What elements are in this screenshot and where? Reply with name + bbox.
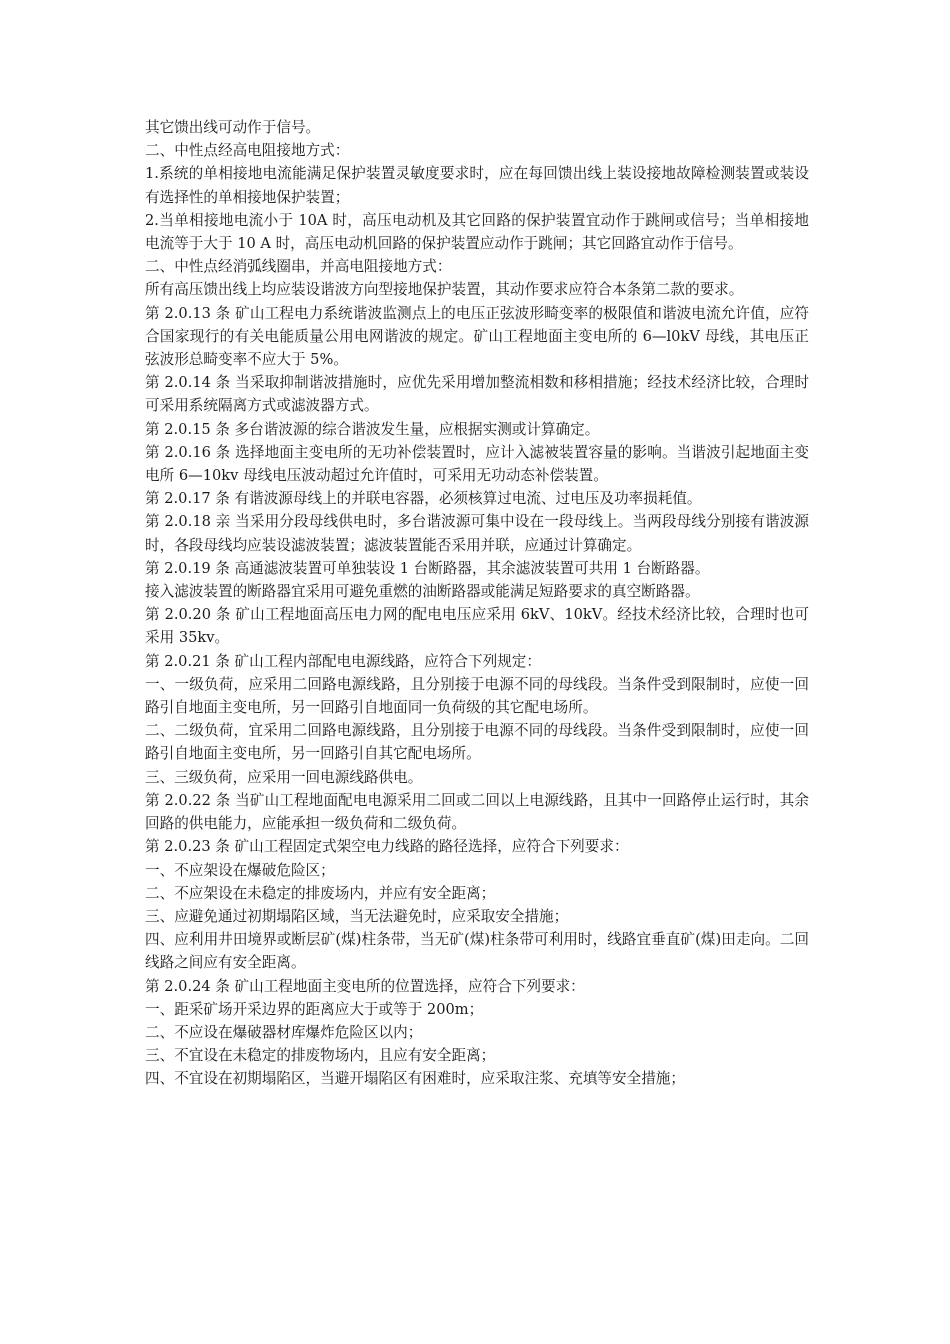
paragraph: 第 2.0.21 条 矿山工程内部配电电源线路，应符合下列规定： [145, 652, 541, 670]
document-body [145, 116, 809, 1091]
paragraph: 第 2.0.24 条 矿山工程地面主变电所的位置选择，应符合下列要求： [145, 977, 585, 995]
paragraph: 一、距采矿场开采边界的距离应大于或等于 200m； [145, 1000, 484, 1018]
paragraph: 第 2.0.13 条 矿山工程电力系统谐波监测点上的电压正弦波形畸变率的极限值和谐波电流允许值，应符合国家现行的有关电能质量公用电网谐波的规定。矿山工程地面主变电所的 6—l0kV 母线，其电压正弦波形总畸变率不应大于 5%。 [145, 304, 809, 369]
paragraph: 第 2.0.23 条 矿山工程固定式架空电力线路的路径选择，应符合下列要求： [145, 838, 629, 856]
paragraph: 其它馈出线可动作于信号。 [145, 119, 321, 136]
paragraph: 1.系统的单相接地电流能满足保护装置灵敏度要求时，应在每回馈出线上装设接地故障检测装置或装设有选择性的单相接地保护装置； [145, 165, 809, 206]
paragraph: 二、不应设在爆破器材库爆炸危险区以内； [145, 1023, 423, 1041]
paragraph: 接入滤波装置的断路器宜采用可避免重燃的油断路器或能满足短路要求的真空断路器。 [145, 583, 700, 601]
paragraph: 二、二级负荷，宜采用二回路电源线路，且分别接于电源不同的母线段。当条件受到限制时，应使一回路引自地面主变电所，另一回路引自其它配电场所。 [145, 722, 809, 763]
paragraph: 四、不宜设在初期塌陷区，当避开塌陷区有困难时，应采取注浆、充填等安全措施； [145, 1070, 685, 1088]
paragraph: 第 2.0.22 条 当矿山工程地面配电电源采用二回或二回以上电源线路，且其中一回路停止运行时，其余回路的供电能力，应能承担一级负荷和二级负荷。 [145, 791, 809, 833]
paragraph: 三、三级负荷，应采用一回电源线路供电。 [145, 768, 423, 786]
paragraph: 第 2.0.17 条 有谐波源母线上的并联电容器，必须核算过电流、过电压及功率损耗值。 [145, 490, 702, 508]
paragraph: 四、应利用井田境界或断层矿(煤)柱条带，当无矿(煤)柱条带可利用时，线路宜垂直矿(煤)田走向。二回线路之间应有安全距离。 [145, 931, 809, 972]
paragraph: 三、应避免通过初期塌陷区域，当无法避免时，应采取安全措施； [145, 907, 569, 925]
paragraph: 第 2.0.19 条 高通滤波装置可单独装设 1 台断路器，其余滤波装置可共用 1 台断路器。 [145, 559, 710, 577]
paragraph: 三、不宜设在未稳定的排废物场内，且应有安全距离； [145, 1047, 496, 1065]
paragraph: 第 2.0.14 条 当采取抑制谐波措施时，应优先采用增加整流相数和移相措施；经技术经济比较，合理时可采用系统隔离方式或滤波器方式。 [145, 374, 809, 415]
paragraph: 二、中性点经消弧线圈串，并高电阻接地方式： [145, 258, 452, 276]
paragraph: 所有高压馈出线上均应装设谐波方向型接地保护装置，其动作要求应符合本条第二款的要求。 [145, 281, 744, 299]
paragraph: 2.当单相接地电流小于 10A 时，高压电动机及其它回路的保护装置宜动作于跳闸或信号；当单相接地电流等于大于 10 A 时，高压电动机回路的保护装置应动作于跳闸；其它回路宜动作于信号。 [145, 211, 809, 253]
paragraph: 一、一级负荷，应采用二回路电源线路，且分别接于电源不同的母线段。当条件受到限制时，应使一回路引自地面主变电所，另一回路引自地面同一负荷级的其它配电场所。 [145, 675, 809, 717]
paragraph: 二、中性点经高电阻接地方式： [145, 142, 350, 160]
paragraph: 第 2.0.18 亲 当采用分段母线供电时，多台谐波源可集中设在一段母线上。当两段母线分别接有谐波源时，各段母线均应装设滤波装置；滤波装置能否采用并联，应通过计算确定。 [145, 513, 809, 554]
paragraph: 第 2.0.16 条 选择地面主变电所的无功补偿装置时，应计入滤被装置容量的影响。当谐波引起地面主变电所 6—10kv 母线电压波动超过允许值时，可采用无功动态补偿装置。 [145, 443, 809, 485]
paragraph: 一、不应架设在爆破危险区； [145, 861, 335, 879]
paragraph: 二、不应架设在未稳定的排废场内，并应有安全距离； [145, 884, 496, 902]
paragraph: 第 2.0.20 条 矿山工程地面高压电力网的配电电压应采用 6kV、10kV。经技术经济比较，合理时也可采用 35kv。 [145, 606, 809, 647]
paragraph: 第 2.0.15 条 多台谐波源的综合谐波发生量，应根据实测或计算确定。 [145, 420, 600, 438]
